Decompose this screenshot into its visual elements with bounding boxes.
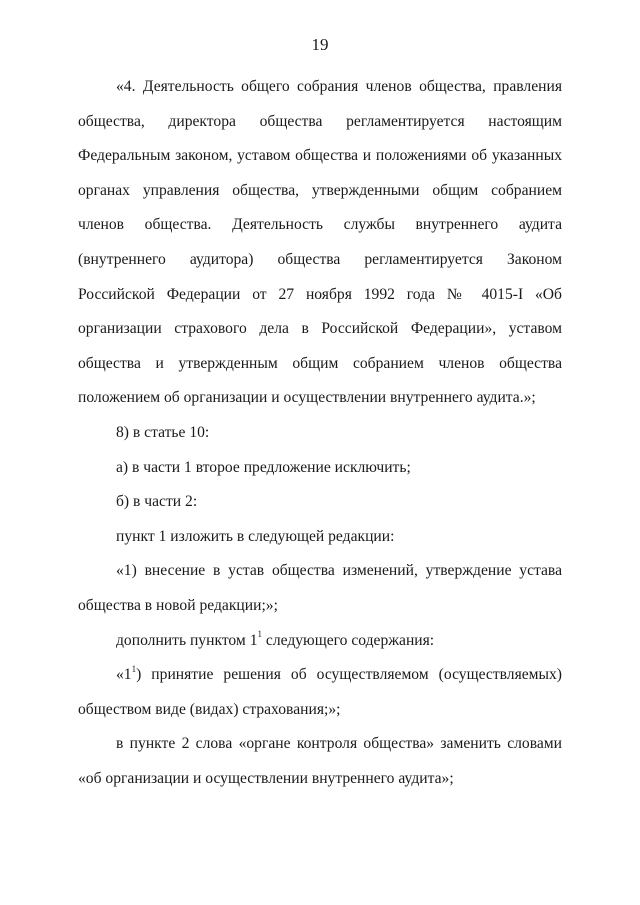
paragraph-article-10: 8) в статье 10: — [116, 423, 210, 441]
paragraph-item-1-text: «1) внесение в устав общества изменений, утверждение устава общества в новой редакции;»; — [78, 562, 562, 614]
supplement-text-before: дополнить пунктом 1 — [116, 631, 258, 649]
new-item-text-after: ) принятие решения об осуществляемом (осуществляемых) обществом виде (видах) страхования;»; — [78, 666, 562, 718]
paragraph-part-2: б) в части 2: — [116, 493, 198, 511]
paragraph-activity-regulation: «4. Деятельность общего собрания членов общества, правления общества, директора общества регламентируется настоящим Федеральным законом, уставом общества и положениями об указанных органах управления общества, утвержденными общим собранием членов общества. Деятельность службы внутреннего аудита (внутреннего аудитора) общества регламентируется Законом Российской Федерации от 27 ноября 1992 года № 4015-I «Об организации страхового дела в Российской Федерации», уставом общества и утвержденным общим собранием членов общества положением об организации и осуществлении внутреннего аудита.»; — [78, 78, 562, 407]
paragraph-supplement — [78, 624, 562, 659]
new-item-superscript: 1 — [131, 663, 137, 674]
page-number: 19 — [311, 35, 329, 54]
new-item-text-before: «1 — [116, 666, 132, 684]
paragraph-new-item — [78, 658, 562, 727]
paragraph-part-1: а) в части 1 второе предложение исключить; — [116, 458, 411, 476]
supplement-superscript: 1 — [257, 629, 262, 640]
document-body — [78, 70, 562, 796]
paragraph-item-2-replacement: в пункте 2 слова «органе контроля общества» заменить словами «об организации и осуществлении внутреннего аудита»; — [78, 735, 562, 787]
paragraph-item-1-intro: пункт 1 изложить в следующей редакции: — [116, 527, 395, 545]
supplement-text-after: следующего содержания: — [262, 631, 435, 649]
